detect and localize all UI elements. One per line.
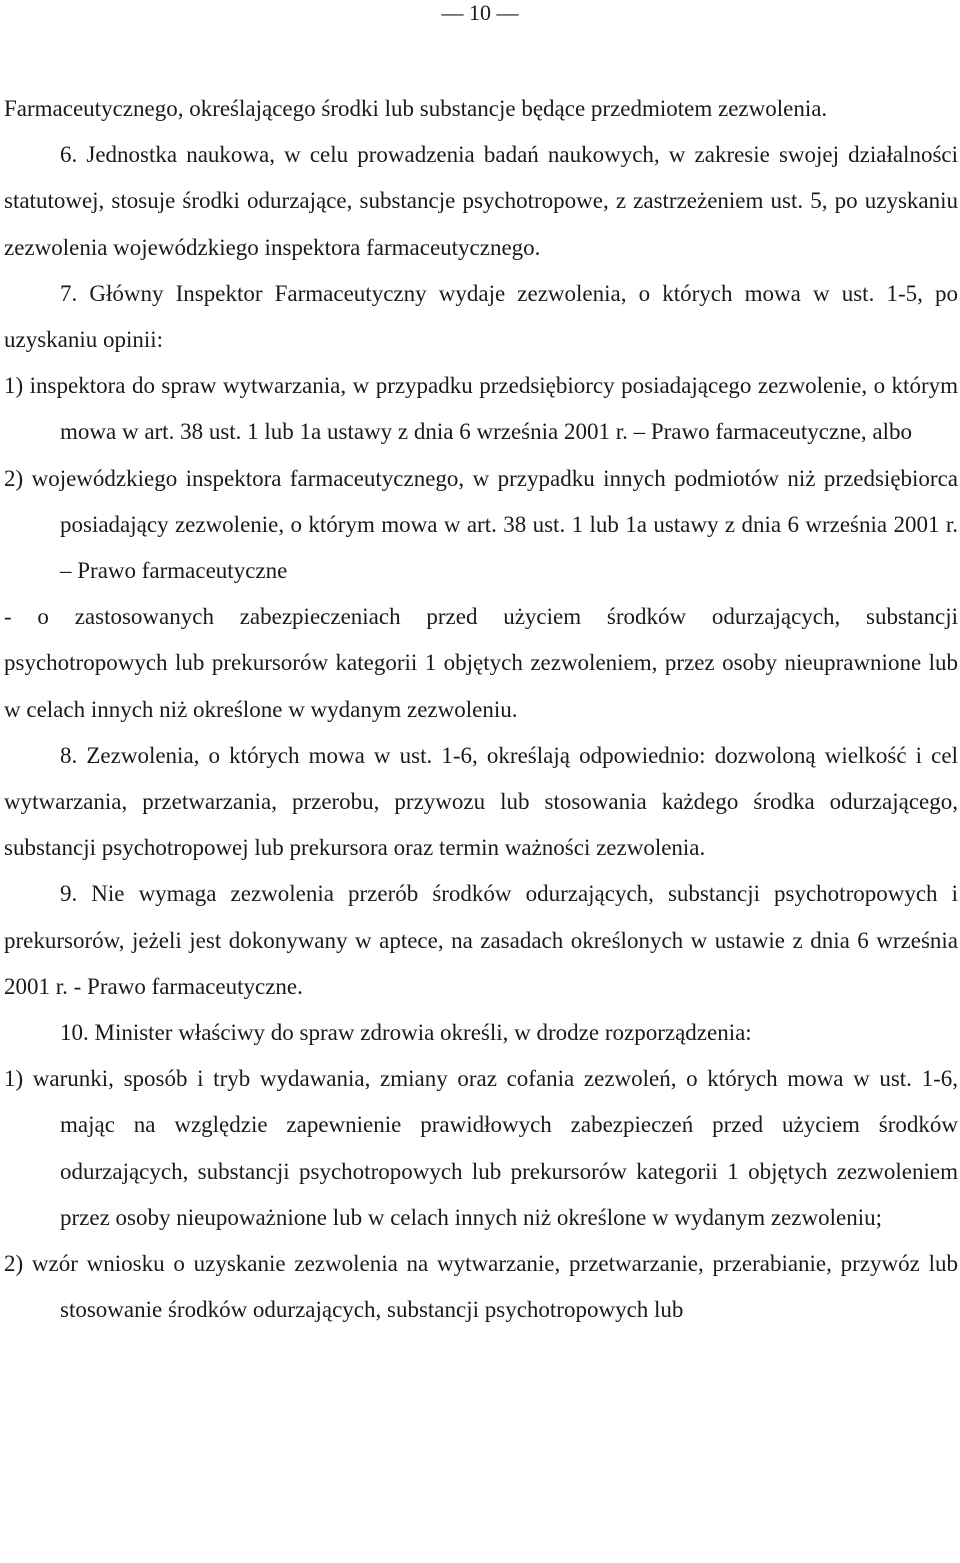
paragraph-9: 9. Nie wymaga zezwolenia przerób środków odurzających, substancji psychotropowych i prekursorów, jeżeli jest dokonywany w aptece, na zasadach określonych w ustawie z dnia 6 września 2001 r. - Prawo farmaceutyczne. — [4, 881, 958, 999]
paragraph-continuation: Farmaceutycznego, określającego środki lub substancje będące przedmiotem zezwolenia. — [4, 96, 828, 121]
page-number: — 10 — — [441, 0, 519, 25]
paragraph-7-item-2: 2) wojewódzkiego inspektora farmaceutycznego, w przypadku innych podmiotów niż przedsiębiorca posiadający zezwolenie, o którym mowa w art. 38 ust. 1 lub 1a ustawy z dnia 6 września 2001 r. – Prawo farmaceutyczne — [4, 465, 958, 584]
document-body — [4, 86, 958, 1333]
paragraph-7-item-1: 1) inspektora do spraw wytwarzania, w przypadku przedsiębiorcy posiadającego zezwolenie, o którym mowa w art. 38 ust. 1 lub 1a ustawy z dnia 6 września 2001 r. – Prawo farmaceutyczne, albo — [4, 373, 958, 445]
paragraph-6: 6. Jednostka naukowa, w celu prowadzenia badań naukowych, w zakresie swojej działalności statutowej, stosuje środki odurzające, substancje psychotropowe, z zastrzeżeniem ust. 5, po uzyskaniu zezwolenia wojewódzkiego inspektora farmaceutycznego. — [4, 142, 958, 260]
paragraph-10-item-1: 1) warunki, sposób i tryb wydawania, zmiany oraz cofania zezwoleń, o których mowa w ust. 1-6, mając na względzie zapewnienie prawidłowych zabezpieczeń przed użyciem środków odurzających, substancji psychotropowych lub prekursorów kategorii 1 objętych zezwoleniem przez osoby nieupoważnione lub w celach innych niż określone w wydanym zezwoleniu; — [4, 1066, 958, 1230]
paragraph-10-item-2: 2) wzór wniosku o uzyskanie zezwolenia na wytwarzanie, przetwarzanie, przerabianie, przywóz lub stosowanie środków odurzających, substancji psychotropowych lub — [4, 1251, 958, 1323]
paragraph-7: 7. Główny Inspektor Farmaceutyczny wydaje zezwolenia, o których mowa w ust. 1-5, po uzyskaniu opinii: — [4, 280, 958, 353]
paragraph-10: 10. Minister właściwy do spraw zdrowia określi, w drodze rozporządzenia: — [60, 1020, 752, 1046]
paragraph-7-closing: - o zastosowanych zabezpieczeniach przed użyciem środków odurzających, substancji psychotropowych lub prekursorów kategorii 1 objętych zezwoleniem, przez osoby nieuprawnione lub w celach innych niż określone w wydanym zezwoleniu. — [4, 604, 958, 722]
paragraph-8: 8. Zezwolenia, o których mowa w ust. 1-6, określają odpowiednio: dozwoloną wielkość i cel wytwarzania, przetwarzania, przerobu, przywozu lub stosowania każdego środka odurzającego, substancji psychotropowej lub prekursora oraz termin ważności zezwolenia. — [4, 742, 958, 861]
